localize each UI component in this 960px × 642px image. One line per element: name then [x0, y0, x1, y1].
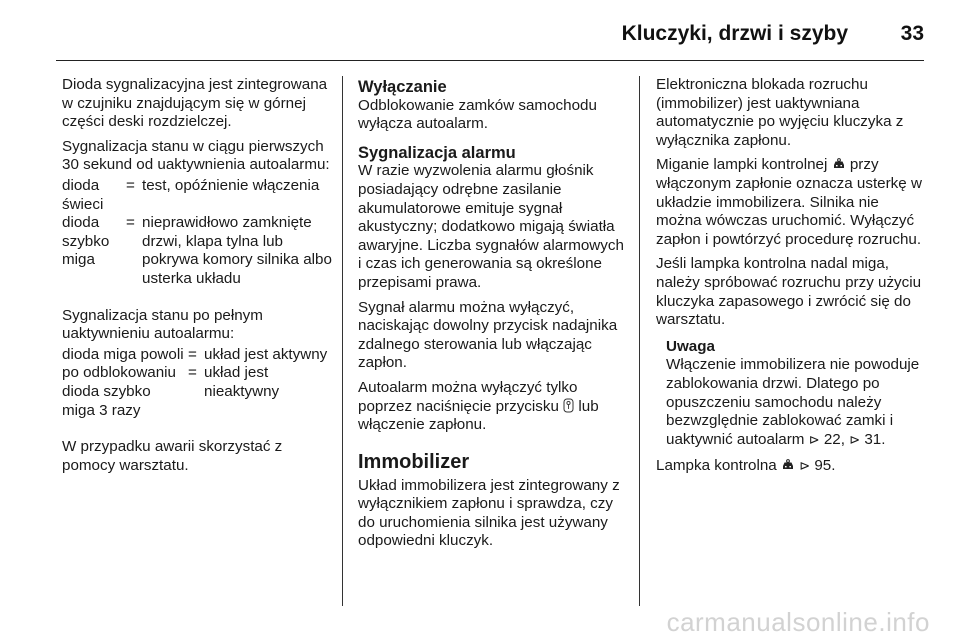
text: przy włączonym zapłonie oznacza usterkę w układzie immobilizera. Silnika nie można wówczas uruchomić. Wyłączyć zapłon i powtórzyć procedurę rozruchu.: [656, 156, 922, 248]
page-ref[interactable]: 31.: [864, 430, 886, 448]
paragraph: [358, 379, 628, 435]
ref-arrow-icon: ⊳: [849, 431, 861, 447]
list-desc: układ jest aktywny: [204, 345, 328, 363]
column-3: [656, 76, 928, 482]
paragraph: [656, 156, 928, 249]
paragraph: [656, 457, 928, 476]
header-title: Kluczyki, drzwi i szyby: [621, 22, 848, 45]
column-2: [358, 76, 628, 557]
key-button-icon: [563, 398, 574, 413]
list-term: po odblokowaniu dioda szybko miga 3 razy: [62, 364, 176, 419]
text: Lampka kontrolna: [656, 457, 777, 475]
paragraph: Dioda sygnalizacyjna jest zintegrowana w czujniku znajdującym się w górnej części deski rozdzielczej.: [62, 76, 328, 131]
section-heading: Wyłączanie: [358, 78, 447, 96]
text: Autoalarm można wyłączyć tylko poprzez naciśnięcie przycisku: [358, 378, 578, 415]
paragraph: W razie wyzwolenia alarmu głośnik posiadający odrębne zasilanie akumulatorowe emituje sygnał akustyczny; dodatkowo migają światła awaryjne. Liczba sygnałów alarmowych i czas ich generowania są określone przepisami prawa.: [358, 162, 624, 291]
list-equals: =: [126, 176, 135, 194]
list-desc: układ jest nieaktywny: [204, 364, 280, 400]
paragraph: Odblokowanie zamków samochodu wyłącza autoalarm.: [358, 96, 597, 133]
list-equals: =: [188, 345, 197, 363]
text: Włączenie immobilizera nie powoduje zablokowania drzwi. Dlatego po opuszczeniu samochodu należy bezwzględnie zablokować zamki i uaktywnić autoalarm: [666, 356, 920, 448]
text: lub włączenie zapłonu.: [358, 397, 599, 434]
ref-arrow-icon: ⊳: [799, 458, 811, 474]
status-list-2: [62, 346, 332, 420]
page-ref[interactable]: 95.: [814, 457, 836, 475]
note-title: Uwaga: [666, 337, 715, 355]
list-term: dioda szybko miga: [62, 214, 110, 269]
column-1: [62, 76, 332, 481]
list-equals: =: [188, 364, 197, 382]
section-heading: Sygnalizacja alarmu: [358, 143, 516, 162]
page-number: 33: [900, 22, 924, 45]
watermark: carmanualsonline.info: [666, 607, 930, 637]
paragraph: W przypadku awarii skorzystać z pomocy warsztatu.: [62, 438, 283, 474]
paragraph: Układ immobilizera jest zintegrowany z wyłącznikiem zapłonu i sprawdza, czy do uruchomienia silnika jest używany odpowiedni kluczyk.: [358, 476, 620, 550]
ref-arrow-icon: ⊳: [808, 431, 820, 447]
note-box: [666, 338, 928, 450]
paragraph: Sygnalizacja stanu w ciągu pierwszych 30 sekund od uaktywnienia autoalarmu:: [62, 137, 330, 174]
paragraph: Elektroniczna blokada rozruchu (immobilizer) jest uaktywniana automatycznie po wyjęciu kluczyka z wyłącznika zapłonu.: [656, 76, 904, 149]
header-divider: [56, 60, 924, 61]
paragraph: Sygnalizacja stanu po pełnym uaktywnieniu autoalarmu:: [62, 306, 263, 343]
list-desc: test, opóźnienie włączenia: [142, 176, 320, 194]
immobilizer-lamp-icon: [781, 459, 795, 471]
page-ref[interactable]: 22,: [823, 430, 845, 448]
section-heading: Immobilizer: [358, 450, 470, 473]
status-list-1: [62, 177, 332, 289]
list-desc: nieprawidłowo zamknięte drzwi, klapa tylna lub pokrywa komory silnika albo usterka układu: [142, 214, 332, 287]
paragraph: Sygnał alarmu można wyłączyć, naciskając dowolny przycisk nadajnika zdalnego sterowania lub włączając zapłon.: [358, 298, 618, 372]
text: Miganie lampki kontrolnej: [656, 156, 828, 174]
column-divider-1: [342, 76, 343, 606]
list-equals: =: [126, 214, 135, 232]
paragraph: Jeśli lampka kontrolna nadal miga, należy spróbować rozruchu przy użyciu kluczyka zapasowego i zwrócić się do warsztatu.: [656, 255, 922, 329]
immobilizer-lamp-icon: [832, 158, 846, 170]
note-text: [666, 356, 928, 449]
list-term: dioda świeci: [62, 176, 104, 213]
column-divider-2: [639, 76, 640, 606]
list-term: dioda miga powoli: [62, 345, 184, 363]
